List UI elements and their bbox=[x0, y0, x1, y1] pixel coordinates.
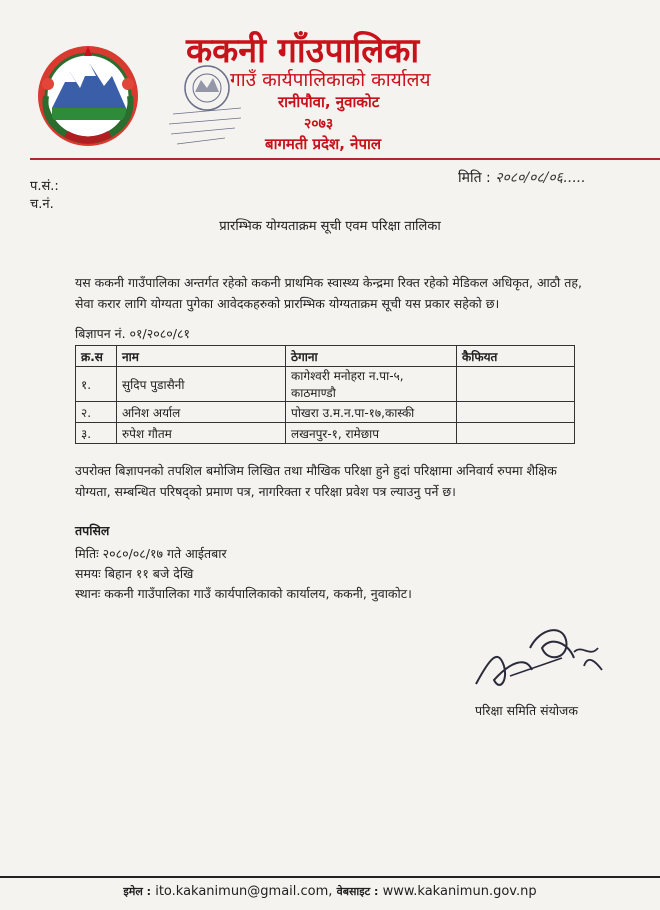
cell-address: कागेश्वरी मनोहरा न.पा-५, काठमाण्डौ bbox=[286, 367, 457, 402]
signatory-title: परिक्षा समिति संयोजक bbox=[475, 703, 578, 718]
cell-name: अनिश अर्याल bbox=[117, 402, 286, 423]
notice-number: बिज्ञापन नं. ०१/२०८०/८१ bbox=[75, 326, 190, 341]
table-row bbox=[76, 367, 575, 402]
website-link[interactable]: www.kakanimun.gov.np bbox=[382, 884, 537, 899]
date-label: मिति : bbox=[458, 170, 491, 186]
footer-divider bbox=[0, 876, 660, 878]
cell-remarks bbox=[457, 423, 575, 444]
ps-label: प.सं.: bbox=[30, 179, 59, 194]
intro-paragraph: यस ककनी गाउँपालिका अन्तर्गत रहेको ककनी प्राथमिक स्वास्थ्य केन्द्रमा रिक्त रहेको मेडिकल अधिकृत, आठौ तह, सेवा करार लागि योग्यता पुगेका आवेदकहरुको प्रारम्भिक योग्यताक्रम सूची यस प्रकार सहेको छ। bbox=[75, 275, 582, 311]
cell-name: सुदिप पुडासैनी bbox=[117, 367, 286, 402]
cell-remarks bbox=[457, 367, 575, 402]
date-row bbox=[458, 168, 585, 187]
established-year: २०७३ bbox=[304, 116, 334, 132]
table-header-row bbox=[76, 346, 575, 367]
footer-contact bbox=[0, 884, 660, 899]
email-label: इमेल : bbox=[123, 885, 152, 898]
table-row bbox=[76, 402, 575, 423]
date-dots: ..... bbox=[562, 170, 586, 186]
handwritten-signature bbox=[470, 618, 610, 698]
cn-label: च.नं. bbox=[30, 197, 54, 212]
requirements-paragraph: उपरोक्त बिज्ञापनको तपशिल बमोजिम लिखित तथा मौखिक परिक्षा हुने हुदां परिक्षामा अनिवार्य रुपमा शैक्षिक योग्यता, सम्बन्धित परिषद्को प्रमाण पत्र, नागरिक्ता र परिक्षा प्रवेश पत्र ल्याउनु पर्ने छ। bbox=[75, 463, 557, 499]
nepal-emblem-icon bbox=[32, 42, 144, 150]
table-row bbox=[76, 423, 575, 444]
office-location: रानीपौवा, नुवाकोट bbox=[278, 93, 380, 111]
cell-sn: १. bbox=[76, 367, 117, 402]
cell-sn: ३. bbox=[76, 423, 117, 444]
schedule-place: स्थानः ककनी गाउँपालिका गाउँ कार्यपालिकाको कार्यालय, ककनी, नुवाकोट। bbox=[75, 586, 412, 601]
header-divider bbox=[30, 158, 660, 160]
col-header-sn: क्र.स bbox=[76, 346, 117, 367]
col-header-remarks: कैफियत bbox=[457, 346, 575, 367]
municipality-title: ककनी गाँउपालिका bbox=[186, 31, 420, 71]
cell-address: पोखरा उ.म.न.पा-१७,कास्की bbox=[286, 402, 457, 423]
cell-remarks bbox=[457, 402, 575, 423]
website-label: वेबसाइट : bbox=[336, 885, 379, 898]
date-value: २०८०/०८/०६ bbox=[495, 170, 563, 186]
email-link[interactable]: ito.kakanimun@gmail.com, bbox=[155, 884, 333, 899]
office-name: गाउँ कार्यपालिकाको कार्यालय bbox=[230, 69, 431, 91]
candidate-table bbox=[75, 345, 575, 444]
subject-line: प्रारम्भिक योग्यताक्रम सूची एवम परिक्षा तालिका bbox=[219, 219, 441, 234]
col-header-address: ठेगाना bbox=[286, 346, 457, 367]
province-name: बागमती प्रदेश, नेपाल bbox=[265, 135, 382, 153]
schedule-time: समयः बिहान ११ बजे देखि bbox=[75, 566, 194, 581]
cell-sn: २. bbox=[76, 402, 117, 423]
col-header-name: नाम bbox=[117, 346, 286, 367]
cell-name: रुपेश गौतम bbox=[117, 423, 286, 444]
cell-address: लखनपुर-१, रामेछाप bbox=[286, 423, 457, 444]
schedule-date: मितिः २०८०/०८/१७ गते आईतबार bbox=[75, 546, 227, 561]
schedule-heading: तपसिल bbox=[75, 523, 110, 538]
